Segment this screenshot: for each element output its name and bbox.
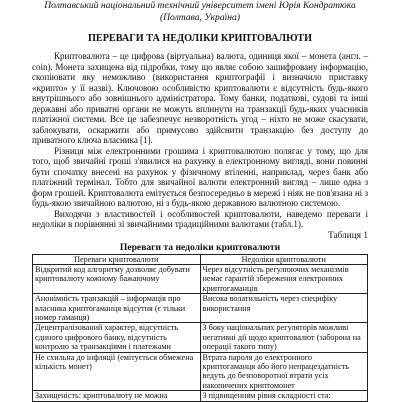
document-title: ПЕРЕВАГИ ТА НЕДОЛІКИ КРИПТОВАЛЮТИ bbox=[87, 33, 313, 44]
advantage-cell: Анонімність транзакцій – інформація про власника криптогаманця відсутня (є тільки номер гаманця) bbox=[33, 294, 201, 323]
disadvantage-cell: З підвищенням рівня складності ста: bbox=[200, 391, 368, 401]
comparison-table bbox=[32, 254, 368, 402]
affiliation-location: (Полтава, Україна) bbox=[159, 12, 241, 23]
disadvantage-cell: З боку національних регуляторів можливі негативні дії щодо криптовалют (заборона на операції такого типу) bbox=[200, 323, 368, 352]
paragraph-2: Різниця між електронними грошима і криптовалютою полягає у тому, що для того, щоб звичайні гроші з'явилися на рахунку в електронному вигляді, вони повинні бути спочатку внесені на рахунок у фізичному втіленні, наприклад, через банк або платіжний термінал. Тобто для звичайної валюти електронний вигляд – лише одна з форм грошей. Криптовалюта емітується безпосередньо в мережі і ніяк не пов'язана ні з будь-якою звичайною валютою, ні з будь-якою державною валютною системою. bbox=[32, 145, 368, 208]
affiliation-line: Полтавський національний технічний університет імені Юрія Кондратюка bbox=[44, 0, 356, 11]
disadvantage-cell: Через відсутність регулюючих механізмів немає гарантій збереження електронних криптогаманців bbox=[200, 264, 368, 293]
advantage-cell: Децентралізований характер, відсутність єдиного цифрового банку, відсутність контролю за транзакціями і платежами bbox=[33, 323, 201, 352]
advantage-cell: Не схильна до інфляції (емітується обмежена кількість монет) bbox=[33, 352, 201, 391]
table-number-label: Таблиця 1 bbox=[328, 230, 368, 241]
disadvantage-cell: Втрата пароля до електронного криптогаманця або його непрацездатність ведуть до безповоротної втрати усіх накопичених криптомонет bbox=[200, 352, 368, 391]
table-row bbox=[33, 264, 368, 293]
table-row bbox=[33, 323, 368, 352]
advantage-cell: Захищеність: криптовалюту не можна bbox=[33, 391, 201, 401]
table-row bbox=[33, 294, 368, 323]
advantage-cell: Відкритий код алгоритму дозволяє добувати криптовалюту кожному бажаючому bbox=[33, 264, 201, 293]
table-header-row bbox=[33, 254, 368, 264]
disadvantage-cell: Висока волатильність через специфіку використання bbox=[200, 294, 368, 323]
table-row bbox=[33, 352, 368, 391]
table-title: Переваги та недоліки криптовалюти bbox=[119, 241, 281, 253]
paragraph-3: Виходячи з властивостей і особливостей криптовалюти, наведемо переваги і недоліки в порівнянні зі звичайними традиційними валютами (табл.1). bbox=[32, 208, 368, 229]
header-advantages: Переваги криптовалюти bbox=[33, 254, 201, 264]
paragraph-1: Криптовалюта – це цифрова (віртуальна) валюта, одиниця якої – монета (англ. – coin). Монета захищена від підробки, тому що являє собою зашифровану інформацію, скопіювати яку неможливо (використання криптографії і визначило приставку «крипто» у її назві). Ключовою особливістю криптовалюти є відсутність будь-якого внутрішнього або зовнішнього адміністратора. Тому банки, податкові, судові та інші державні або приватні органи не можуть вплинути на транзакції будь-яких учасників платіжної системи. Все це забезпечує незворотність угод – ніхто не може скасувати, заблокувати, оскаржити або примусово здійснити транзакцію без доступу до приватного ключа власника [1]. bbox=[32, 51, 368, 145]
header-disadvantages: Недоліки криптовалюти bbox=[200, 254, 368, 264]
